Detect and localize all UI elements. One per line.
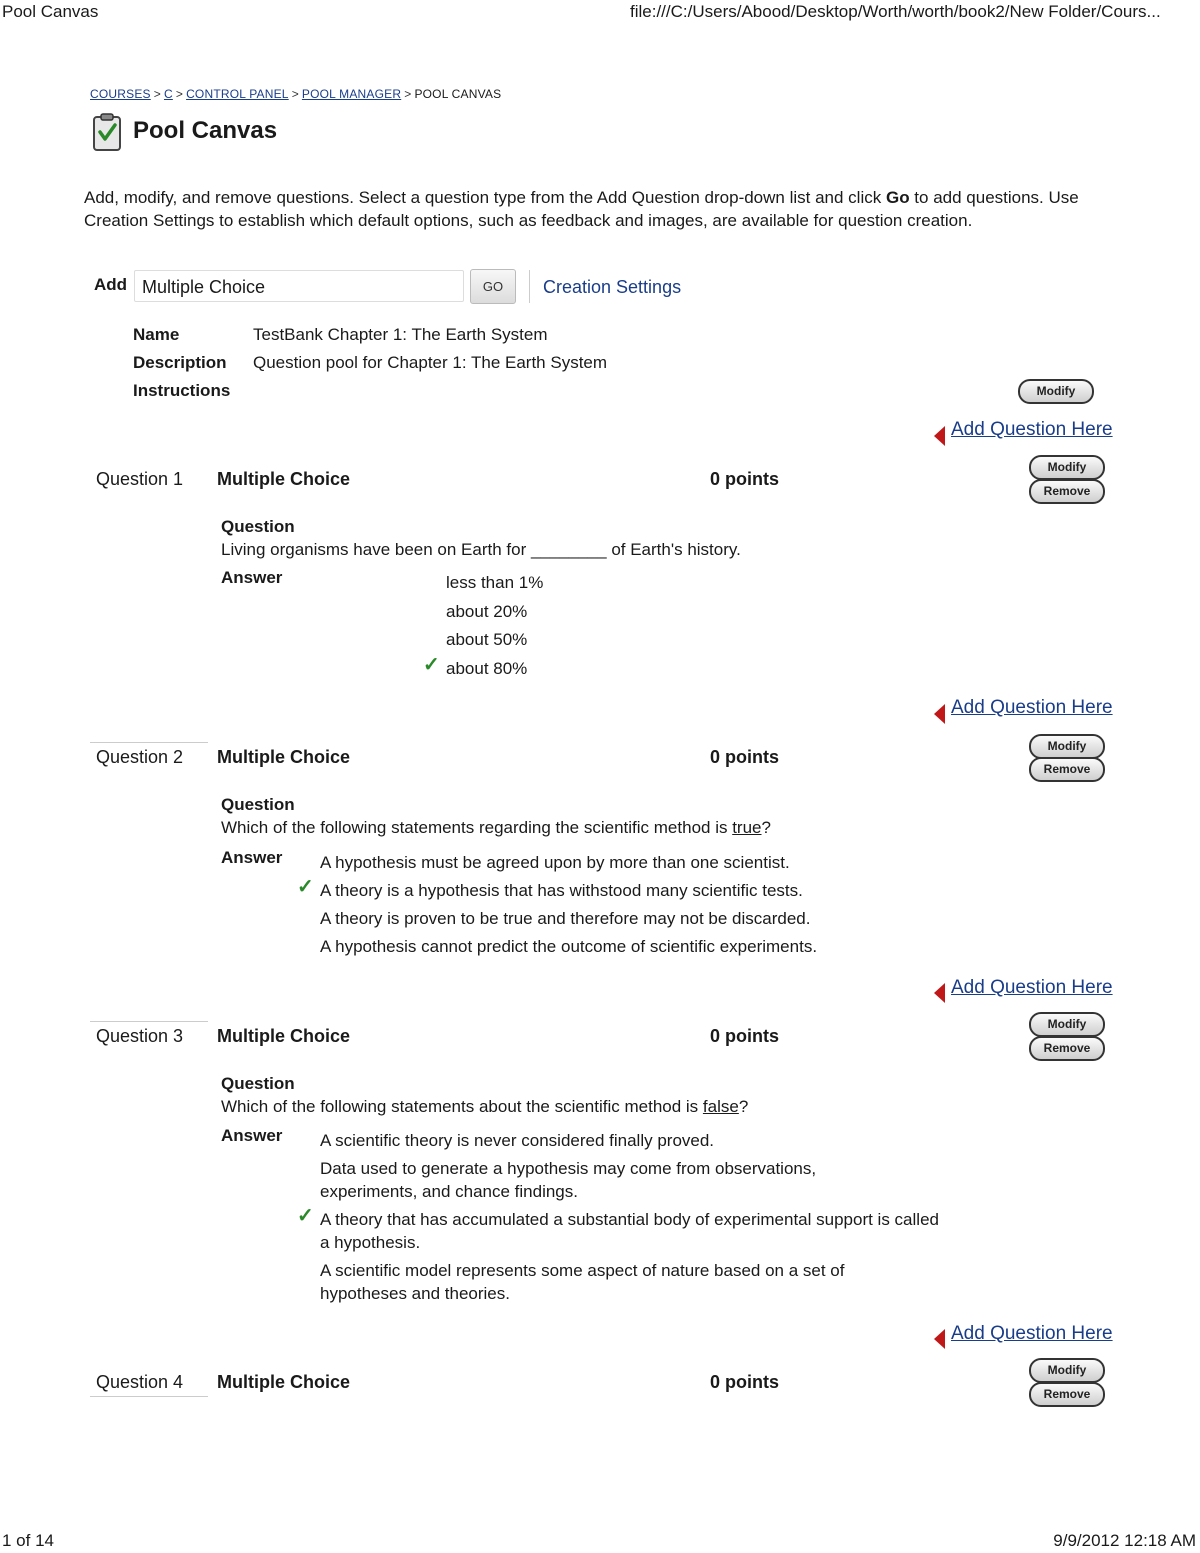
breadcrumb: COURSES > C > CONTROL PANEL > POOL MANAGER > POOL CANVAS [90,87,502,101]
arrow-left-icon [934,983,945,1003]
divider [90,742,208,743]
modify-question-button[interactable]: Modify [1029,455,1105,480]
answer-option: about 50% [446,630,528,649]
correct-check-icon: ✓ [423,654,440,676]
description-label: Description [133,353,227,372]
print-footer-datetime: 9/9/2012 12:18 AM [1053,1531,1196,1550]
divider [90,1396,208,1397]
question-type: Multiple Choice [217,469,351,489]
question-heading: Question [221,517,295,536]
remove-question-button[interactable]: Remove [1029,1036,1105,1061]
question-text: Which of the following statements about the scientific method is false? [221,1097,749,1116]
arrow-left-icon [934,426,945,446]
question-points: 0 points [710,1372,780,1392]
question-number: Question 1 [96,469,184,489]
question-type: Multiple Choice [217,1372,351,1392]
modify-question-button[interactable]: Modify [1029,734,1105,759]
modify-question-button[interactable]: Modify [1029,1358,1105,1383]
breadcrumb-control-panel[interactable]: CONTROL PANEL [186,87,289,101]
print-header-url: file:///C:/Users/Abood/Desktop/Worth/worth/book2/New Folder/Cours... [630,2,1161,21]
remove-question-button[interactable]: Remove [1029,757,1105,782]
add-question-here-link[interactable]: Add Question Here [951,697,1113,718]
instructions-label: Instructions [133,381,231,400]
page-title: Pool Canvas [133,117,278,144]
answer-option: about 20% [446,602,528,621]
pool-name: TestBank Chapter 1: The Earth System [253,325,548,344]
question-heading: Question [221,1074,295,1093]
creation-settings-link[interactable]: Creation Settings [543,277,682,297]
answer-option: A scientific model represents some aspect of nature based on a set of hypotheses and theories. [320,1261,845,1303]
divider [529,270,530,303]
answer-label: Answer [221,1126,283,1145]
answer-label: Answer [221,568,283,587]
clipboard-check-icon [92,112,122,152]
answer-option: A theory is proven to be true and therefore may not be discarded. [320,909,811,928]
pool-description: Question pool for Chapter 1: The Earth System [253,353,608,372]
print-header-title: Pool Canvas [2,2,99,21]
intro-text: Add, modify, and remove questions. Select a question type from the Add Question drop-down list and click Go to add questions. Use Creation Settings to establish which default options, such as feedback and images, are available for question creation. [84,188,1079,230]
breadcrumb-courses[interactable]: COURSES [90,87,151,101]
answer-label: Answer [221,848,283,867]
question-points: 0 points [710,747,780,767]
arrow-left-icon [934,704,945,724]
remove-question-button[interactable]: Remove [1029,479,1105,504]
remove-question-button[interactable]: Remove [1029,1382,1105,1407]
question-heading: Question [221,795,295,814]
question-number: Question 4 [96,1372,184,1392]
divider [90,1021,208,1022]
breadcrumb-pool-manager[interactable]: POOL MANAGER [301,87,402,101]
go-button[interactable]: GO [470,269,516,304]
answer-option: less than 1% [446,573,544,592]
add-label: Add [94,275,128,294]
add-question-here-link[interactable]: Add Question Here [951,977,1113,998]
question-text: Living organisms have been on Earth for ________ of Earth's history. [221,540,741,559]
correct-check-icon: ✓ [297,876,314,898]
answer-option-correct: about 80% [446,659,528,678]
breadcrumb-course-c[interactable]: C [163,87,173,101]
name-label: Name [133,325,180,344]
correct-check-icon: ✓ [297,1205,314,1227]
question-points: 0 points [710,1026,780,1046]
answer-option: Data used to generate a hypothesis may come from observations, experiments, and chance findings. [320,1159,817,1201]
breadcrumb-current: POOL CANVAS [414,87,502,101]
answer-option: A hypothesis cannot predict the outcome of scientific experiments. [320,937,818,956]
print-footer-page: 1 of 14 [2,1531,54,1550]
question-number: Question 2 [96,747,184,767]
question-text: Which of the following statements regarding the scientific method is true? [221,818,771,837]
answer-option: A scientific theory is never considered finally proved. [320,1131,715,1150]
arrow-left-icon [934,1329,945,1349]
question-type: Multiple Choice [217,747,351,767]
question-points: 0 points [710,469,780,489]
answer-option-correct: A theory that has accumulated a substantial body of experimental support is called a hypothesis. [320,1210,939,1252]
question-number: Question 3 [96,1026,184,1046]
question-type-select[interactable]: Multiple Choice [134,270,464,302]
modify-question-button[interactable]: Modify [1029,1012,1105,1037]
add-question-here-link[interactable]: Add Question Here [951,419,1113,440]
add-question-here-link[interactable]: Add Question Here [951,1323,1113,1344]
modify-pool-button[interactable]: Modify [1018,379,1094,404]
answer-option-correct: A theory is a hypothesis that has withstood many scientific tests. [320,881,803,900]
answer-option: A hypothesis must be agreed upon by more than one scientist. [320,853,790,872]
question-type: Multiple Choice [217,1026,351,1046]
